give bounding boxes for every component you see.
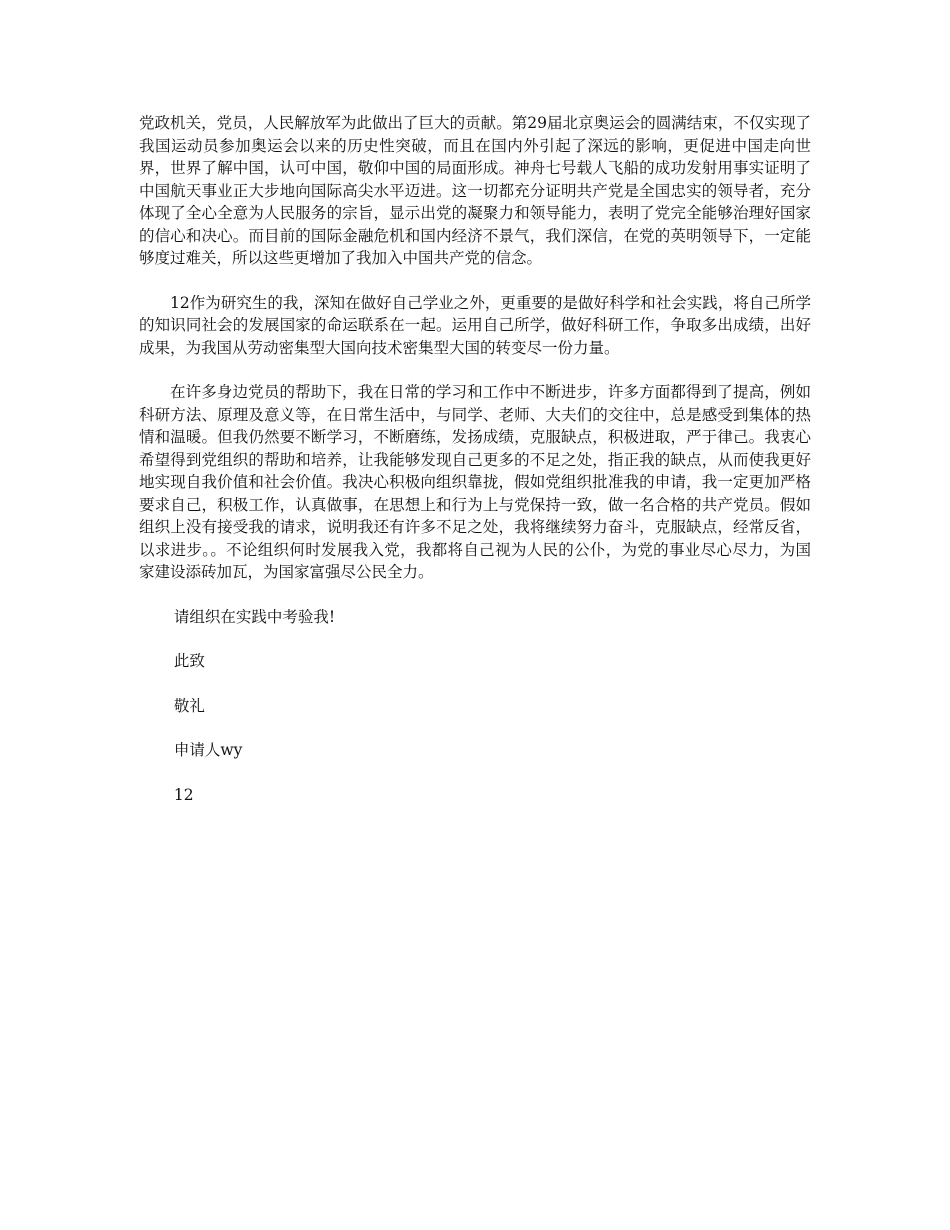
salutation-jingli: 敬礼 [173, 696, 205, 715]
document-body [139, 112, 811, 828]
paragraph-2: 12作为研究生的我，深知在做好自己学业之外，更重要的是做好科学和社会实践，将自己所学的知识同社会的发展国家的命运联系在一起。运用自己所学，做好科研工作，争取多出成绩，出好成果，为我国从劳动密集型大国向技术密集型大国的转变尽一份力量。 [139, 293, 811, 357]
signature: 申请人wy [173, 741, 243, 759]
paragraph-3: 在许多身边党员的帮助下，我在日常的学习和工作中不断进步，许多方面都得到了提高，例如科研方法、原理及意义等，在日常生活中，与同学、老师、大夫们的交往中，总是感受到集体的热情和温暖。但我仍然要不断学习，不断磨练，发扬成绩，克服缺点，积极进取，严于律己。我衷心希望得到党组织的帮助和培养，让我能够发现自己更多的不足之处，指正我的缺点，从而使我更好地实现自我价值和社会价值。我决心积极向组织靠拢，假如党组织批准我的申请，我一定更加严格要求自己，积极工作，认真做事，在思想上和行为上与党保持一致，做一名合格的共产党员。假如组织上没有接受我的请求，说明我还有许多不足之处，我将继续努力奋斗，克服缺点，经常反省，以求进步。。不论组织何时发展我入党，我都将自己视为人民的公仆，为党的事业尽心尽力，为国家建设添砖加瓦，为国家富强尽公民全力。 [139, 383, 811, 581]
paragraph-1: 党政机关，党员，人民解放军为此做出了巨大的贡献。第29届北京奥运会的圆满结束，不仅实现了我国运动员参加奥运会以来的历史性突破，而且在国内外引起了深远的影响，更促进中国走向世界，世界了解中国，认可中国，敬仰中国的局面形成。神舟七号载人飞船的成功发射用事实证明了中国航天事业正大步地向国际高尖水平迈进。这一切都充分证明共产党是全国忠实的领导者，充分体现了全心全意为人民服务的宗旨，显示出党的凝聚力和领导能力，表明了党完全能够治理好国家的信心和决心。而目前的国际金融危机和国内经济不景气，我们深信，在党的英明领导下，一定能够度过难关，所以这些更增加了我加入中国共产党的信念。 [139, 114, 811, 267]
date: 12 [173, 785, 194, 804]
salutation-cizhi: 此致 [173, 652, 205, 670]
closing-request: 请组织在实践中考验我! [173, 607, 336, 626]
